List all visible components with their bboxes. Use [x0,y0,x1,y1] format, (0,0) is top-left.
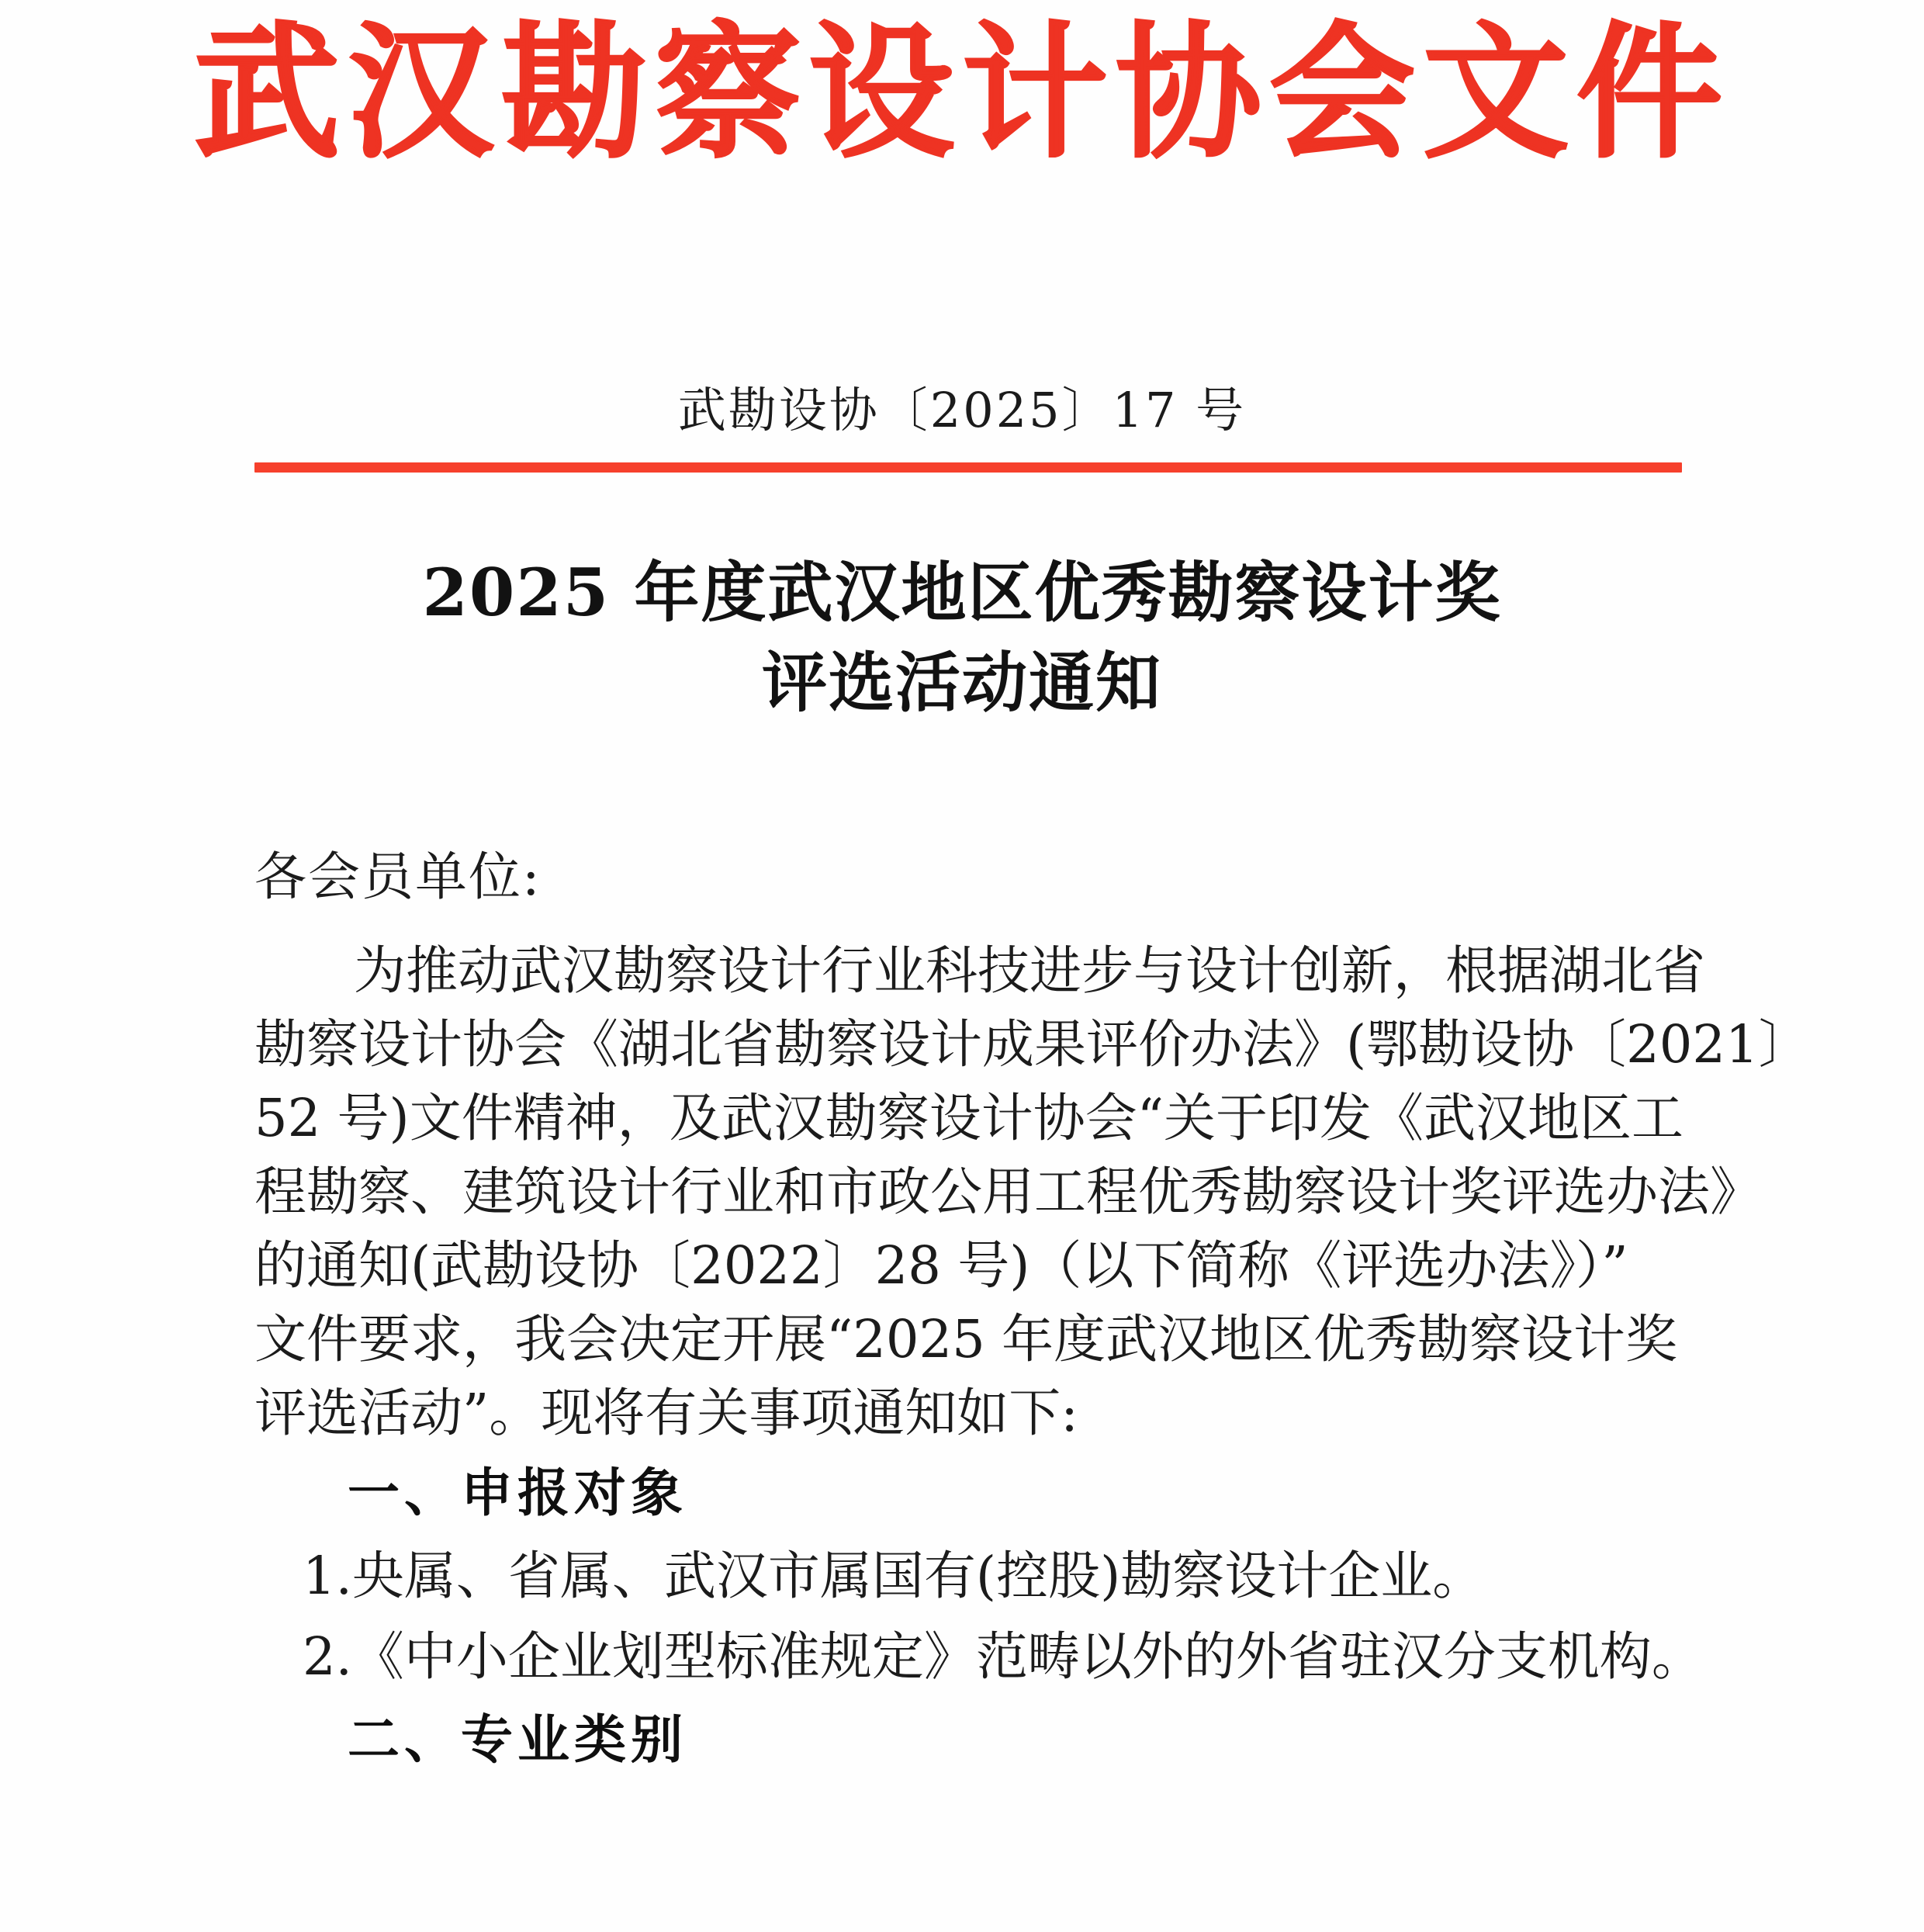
body-line: 文件要求，我会决定开展“2025 年度武汉地区优秀勘察设计奖 [254,1309,1678,1369]
section-heading-2: 二、专业类别 [348,1709,687,1770]
body-line: 评选活动”。现将有关事项通知如下: [254,1383,1078,1443]
section-heading-1: 一、申报对象 [348,1462,687,1523]
page-title [0,548,1924,728]
salutation: 各会员单位: [254,847,542,907]
section-1-item-1: 1.央属、省属、武汉市属国有(控股)勘察设计企业。 [303,1546,1485,1606]
document-number: 武勘设协〔2025〕17 号 [677,382,1247,438]
section-1-item-2: 2.《中小企业划型标准规定》范畴以外的外省驻汉分支机构。 [303,1626,1704,1687]
body-line: 52 号)文件精神，及武汉勘察设计协会“关于印发《武汉地区工 [254,1088,1684,1148]
body-line: 程勘察、建筑设计行业和市政公用工程优秀勘察设计奖评选办法》 [254,1162,1762,1222]
masthead-title: 武汉勘察设计协会文件 [194,7,1730,178]
body-line: 的通知(武勘设协〔2022〕28 号)（以下简称《评选办法》）” [254,1235,1628,1296]
spacer [254,914,1686,934]
body-line: 为推动武汉勘察设计行业科技进步与设计创新，根据湖北省 [354,940,1705,1001]
page-title-line-1: 2025 年度武汉地区优秀勘察设计奖 [422,554,1502,631]
body-line: 勘察设计协会《湖北省勘察设计成果评价办法》(鄂勘设协〔2021〕 [254,1014,1811,1075]
page-title-line-2: 评选活动通知 [761,643,1162,721]
document-body [254,840,1811,1782]
red-divider-rule [254,462,1682,473]
